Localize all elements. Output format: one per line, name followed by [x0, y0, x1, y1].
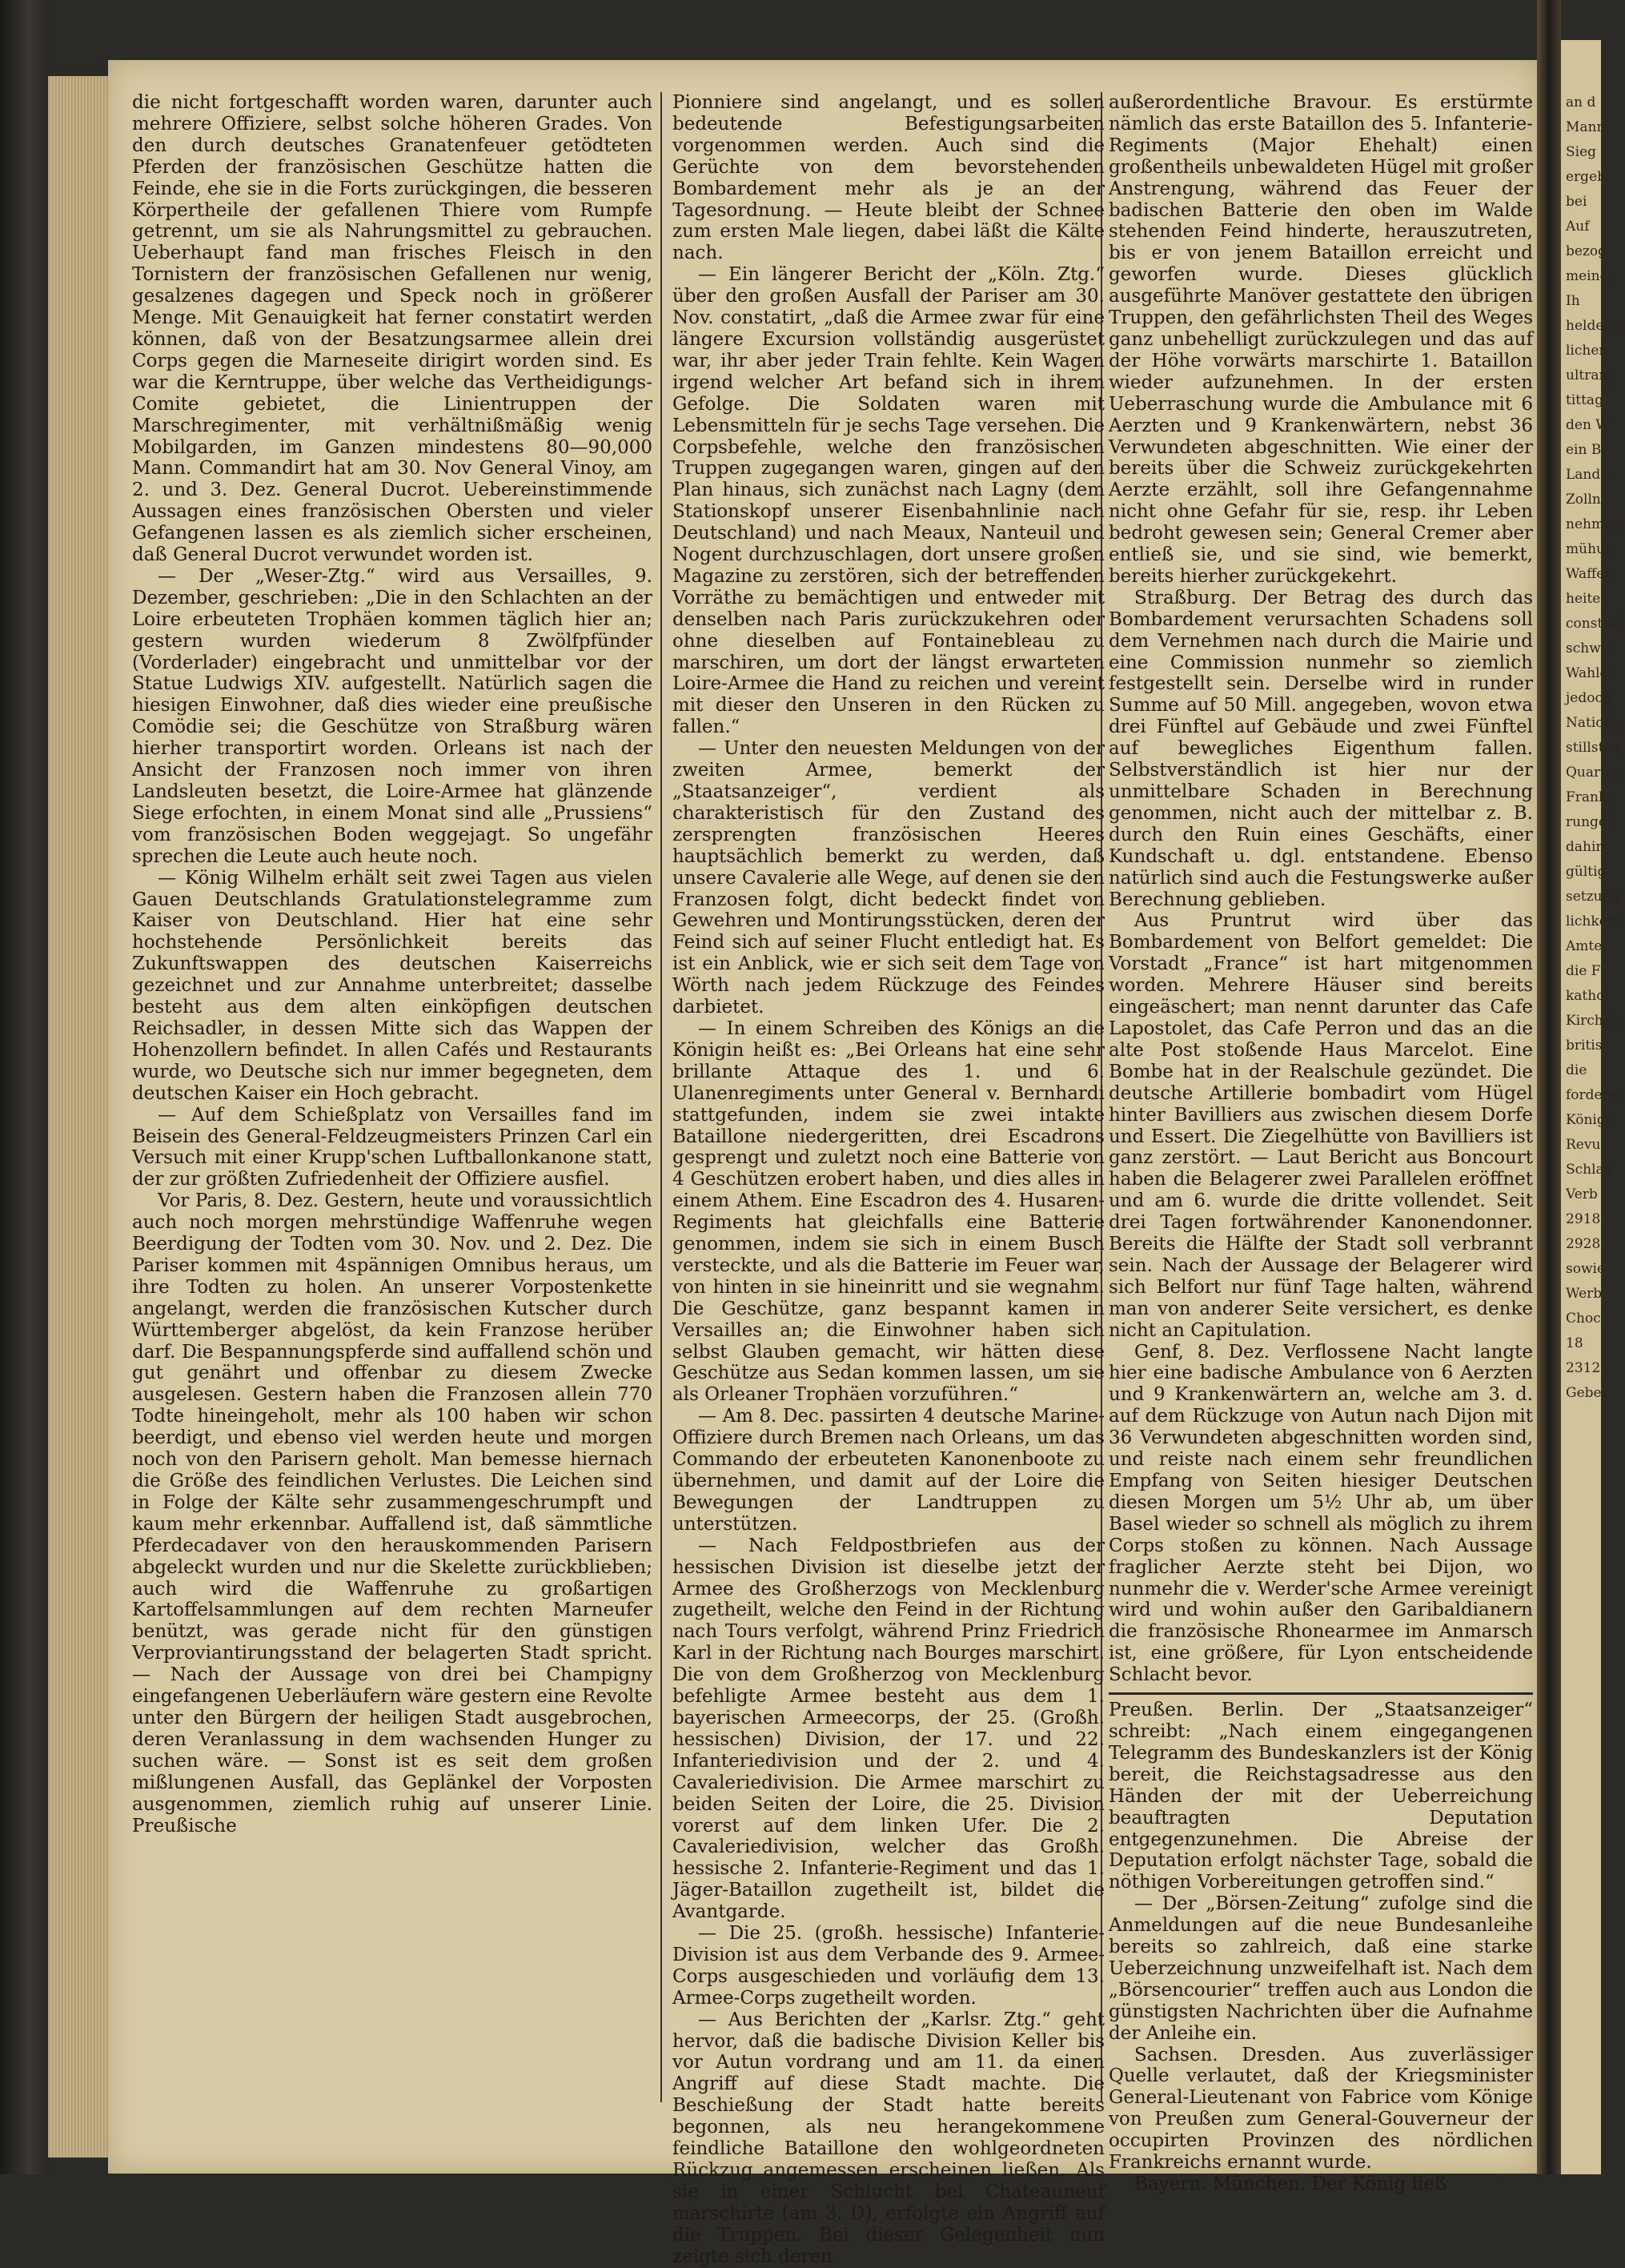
adjacent-page-text: Waffen: [1566, 566, 1614, 582]
adjacent-page-text: die F: [1566, 963, 1601, 979]
article-paragraph: — Ein längerer Bericht der „Köln. Ztg.“ über den großen Ausfall der Pariser am 30. Nov. constatirt, „daß die Armee zwar für eine längere Excursion vollständig ausgerüstet war, ihr aber jeder Train fehlte. Kein Wagen irgend welcher Art befand sich in ihrem Gefolge. Die Soldaten waren mit Lebensmitteln für je sechs Tage versehen. Die Corpsbefehle, welche den französischen Truppen zugegangen waren, gingen auf den Plan hinaus, sich zunächst nach Lagny (dem Stationskopf unserer Eisenbahnlinie nach Deutschland) und nach Meaux, Nanteuil und Nogent durchzuschlagen, dort unsere großen Magazine zu zerstören, sich der betreffenden Vorräthe zu bemächtigen und entweder mit denselben nach Paris zurückzukehren oder ohne dieselben auf Fontainebleau zu marschiren, um dort der längst erwarteten Loire-Armee die Hand zu reichen und vereint mit dieser den Unseren in den Rücken zu fallen.“: [672, 264, 1105, 738]
adjacent-page-fragment: [1561, 40, 1625, 2174]
adjacent-page-text: fordere: [1566, 1087, 1617, 1103]
adjacent-page-text: mühun: [1566, 541, 1614, 557]
article-paragraph: Vor Paris, 8. Dez. Gestern, heute und voraussichtlich auch noch morgen mehrstündige Waffenruhe wegen Beerdigung der Todten vom 30. Nov. und 2. Dez. Die Pariser kommen mit 4spännigen Omnibus heraus, um ihre Todten zu holen. An unserer Vorpostenkette angelangt, werden die französischen Kutscher durch Württemberger abgelöst, da kein Franzose herüber darf. Die Bespannungspferde sind auffallend schön und gut genährt und offenbar zu diesem Zwecke ausgelesen. Gestern haben die Franzosen allein 770 Todte hineingeholt, mehr als 100 haben wir schon beerdigt, und ebenso viel werden heute und morgen noch von den Parisern geholt. Man bemesse hiernach die Größe des feindlichen Verlustes. Die Leichen sind in Folge der Kälte sehr zusammengeschrumpft und kaum mehr erkennbar. Auffallend ist, daß sämmtliche Pferdecadaver von den herauskommenden Parisern abgeleckt wurden und nur die Skelette zurückblieben; auch wird die Waffenruhe zu großartigen Kartoffelsammlungen auf dem rechten Marneufer benützt, was gerade nicht für den günstigen Verproviantirungsstand der belagerten Stadt spricht. — Nach der Aussage von drei bei Champigny eingefangenen Ueberläufern wäre gestern eine Revolte unter den Bürgern der heiligen Stadt ausgebrochen, deren Veranlassung in dem wachsenden Hunger zu suchen wäre. — Sonst ist es seit dem großen mißlungenen Ausfall, das Geplänkel der Vorposten ausgenommen, ziemlich ruhig auf unserer Linie. Preußische: [132, 1190, 652, 1836]
adjacent-page-text: Ih: [1566, 293, 1580, 309]
adjacent-page-text: sowie: [1566, 1261, 1606, 1277]
section-rule: [1109, 1692, 1533, 1695]
article-paragraph: außerordentliche Bravour. Es erstürmte nämlich das erste Bataillon des 5. Infanterie-Regiments (Major Ehehalt) einen großentheils unbewaldeten Hügel mit großer Anstrengung, während das Feuer der badischen Batterie den oben im Walde stehenden Feind hinderte, herauszutreten, bis er von jenem Bataillon erreicht und geworfen wurde. Dieses glücklich ausgeführte Manöver gestattete den übrigen Truppen, den gefährlichsten Theil des Weges ganz unbehelligt zurückzulegen und das auf der Höhe vorwärts marschirte 1. Bataillon wieder aufzunehmen. In der ersten Ueberraschung wurde die Ambulance mit 6 Aerzten und 9 Krankenwärtern, nebst 36 Verwundeten abgeschnitten. Wie einer der bereits über die Schweiz zurückgekehrten Aerzte erzählt, soll ihre Gefangennahme nicht ohne Gefahr für sie, resp. ihr Leben bedroht gewesen sein; General Cremer aber entließ sie, und sie sind, wie bemerkt, bereits hierher zurückgekehrt.: [1109, 92, 1533, 587]
article-paragraph: Sachsen. Dresden. Aus zuverlässiger Quelle verlautet, daß der Kriegsminister General-Lieutenant von Fabrice vom Könige von Preußen zum General-Gouverneur der occupirten Provinzen des nördlichen Frankreichs ernannt wurde.: [1109, 2044, 1533, 2174]
adjacent-page-text: an d: [1566, 94, 1596, 110]
adjacent-page-text: schwer: [1566, 640, 1615, 656]
adjacent-page-text: Revu: [1566, 1137, 1601, 1153]
article-paragraph: Pionniere sind angelangt, und es sollen bedeutende Befestigungsarbeiten vorgenommen werden. Auch sind die Gerüchte von dem bevorstehenden Bombardement mehr als je an der Tagesordnung. — Heute bleibt der Schnee zum ersten Male liegen, dabei läßt die Kälte nach.: [672, 92, 1105, 264]
adjacent-page-text: meines: [1566, 268, 1615, 284]
adjacent-page-text: die: [1566, 1062, 1587, 1078]
article-paragraph: Genf, 8. Dez. Verflossene Nacht langte hier eine badische Ambulance von 6 Aerzten und 9 Krankenwärtern an, welche am 3. d. auf dem Rückzuge von Autun nach Dijon mit 36 Verwundeten abgeschnitten worden sind, und reiste nach einem sehr freundlichen Empfang von Seiten hiesiger Deutschen diesen Morgen um 5½ Uhr ab, um über Basel wieder so schnell als möglich zu ihrem Corps stoßen zu können. Nach Aussage fraglicher Aerzte steht bei Dijon, wo nunmehr die v. Werder'sche Armee vereinigt wird und wohin außer den Garibaldianern die französische Rhonearmee im Anmarsch ist, eine größere, für Lyon entscheidende Schlacht bevor.: [1109, 1341, 1533, 1686]
article-paragraph: — König Wilhelm erhält seit zwei Tagen aus vielen Gauen Deutschlands Gratulationstelegramme zum Kaiser von Deutschland. Hier hat eine sehr hochstehende Persönlichkeit bereits das Zukunftswappen des deutschen Kaiserreichs gezeichnet und zur Annahme unterbreitet; dasselbe besteht aus dem alten einköpfigen deutschen Reichsadler, in dessen Mitte sich das Wappen der Hohenzollern befindet. In allen Cafés und Restaurants wurde, wo Deutsche sich nur immer begegneten, dem deutschen Kaiser ein Hoch gebracht.: [132, 867, 652, 1104]
adjacent-page-text: ein B: [1566, 442, 1602, 458]
adjacent-page-text: nehmen: [1566, 516, 1622, 532]
adjacent-page-text: britis: [1566, 1038, 1603, 1054]
adjacent-page-text: lichkeit: [1566, 913, 1617, 929]
adjacent-page-text: constitu: [1566, 616, 1622, 632]
article-paragraph: Preußen. Berlin. Der „Staatsanzeiger“ schreibt: „Nach einem eingegangenen Telegramm des Bundeskanzlers ist der König bereit, die Reichstagsadresse aus den Händen der mit der Ueberreichung beauftragten Deputation entgegenzunehmen. Die Abreise der Deputation erfolgt nächster Tage, sobald die nöthigen Vorbereitungen getroffen sind.“: [1109, 1700, 1533, 1893]
adjacent-page-text: Wahler: [1566, 665, 1615, 681]
adjacent-page-text: gültig: [1566, 864, 1607, 880]
article-paragraph: Aus Pruntrut wird über das Bombardement von Belfort gemeldet: Die Vorstadt „France“ ist hart mitgenommen worden. Mehrere Häuser sind bereits eingeäschert; man nennt darunter das Cafe Lapostolet, das Cafe Perron und das an die alte Post stoßende Haus Marcelot. Eine Bombe hat in der Realschule gezündet. Die deutsche Artillerie bombadirt vom Hügel hinter Bavilliers aus zwischen diesem Dorfe und Essert. Die Ziegelhütte von Bavilliers ist ganz zerstört. — Laut Bericht aus Boncourt haben die Belagerer zwei Parallelen eröffnet und am 6. wurde die dritte vollendet. Seit drei Tagen fortwährender Kanonendonner. Bereits die Hälfte der Stadt soll verbrannt sein. Nach der Aussage der Belagerer wird sich Belfort nur fünf Tage halten, während man von anderer Seite versichert, es denke nicht an Capitulation.: [1109, 910, 1533, 1341]
adjacent-page-text: setzung: [1566, 889, 1620, 905]
adjacent-page-text: Kirchen: [1566, 1013, 1620, 1029]
adjacent-page-text: 2928: [1566, 1236, 1601, 1252]
adjacent-page-text: kathol: [1566, 988, 1609, 1004]
article-paragraph: — Am 8. Dec. passirten 4 deutsche Marine-Offiziere durch Bremen nach Orleans, um das Commando der erbeuteten Kanonenboote zu übernehmen, und damit auf der Loire die Bewegungen der Landtruppen zu unterstützen.: [672, 1406, 1105, 1535]
adjacent-page-text: ultram: [1566, 367, 1612, 383]
article-paragraph: — Aus Berichten der „Karlsr. Ztg.“ geht hervor, daß die badische Division Keller bis vor Autun vordrang und am 11. da einen Angriff auf diese Stadt machte. Die Beschießung der Stadt hatte bereits begonnen, als neu herangekommene feindliche Bataillone den wohlgeordneten Rückzug angemessen erscheinen ließen. Als sie in einer Schlucht bei Chateauneuf marschirte (am 3. D), erfolgte ein Angriff auf die Truppen. Bei dieser Gelegenheit nun zeigte sich deren: [672, 2009, 1105, 2267]
adjacent-page-text: Landta: [1566, 467, 1615, 483]
article-paragraph: — Der „Weser-Ztg.“ wird aus Versailles, 9. Dezember, geschrieben: „Die in den Schlachten an der Loire erbeuteten Trophäen kommen täglich hier an; gestern wurden wiederum 8 Zwölfpfünder (Vorderlader) eingebracht und unmittelbar vor der Statue Ludwigs XIV. aufgestellt. Natürlich sagen die hiesigen Einwohner, daß dies wieder eine preußische Comödie sei; die Geschütze von Straßburg wären hierher transportirt worden. Orleans ist nach der Ansicht der Franzosen noch immer von ihren Landsleuten besetzt, die Loire-Armee hat glänzende Siege erfochten, in einem Monat sind alle „Prussiens“ vom französischen Boden weggejagt. So ungefähr sprechen die Leute auch heute noch.: [132, 565, 652, 867]
adjacent-page-text: stillstan: [1566, 740, 1621, 756]
article-column-3: [1109, 92, 1533, 2194]
article-paragraph: die nicht fortgeschafft worden waren, darunter auch mehrere Offiziere, selbst solche höheren Grades. Von den durch deutsches Granatenfeuer getödteten Pferden der französischen Geschütze hatten die Feinde, ehe sie in die Forts zurückgingen, die besseren Körpertheile der gefallenen Thiere vom Rumpfe getrennt, um sie als Nahrungsmittel zu gebrauchen. Ueberhaupt fand man frisches Fleisch in den Tornistern der französischen Gefallenen nur wenig, gesalzenes dagegen und Speck noch in größerer Menge. Mit Genauigkeit hat ferner constatirt werden können, daß von der Besatzungsarmee allein drei Corps gegen die Marneseite dirigirt worden sind. Es war die Kerntruppe, über welche das Vertheidigungs-Comite gebietet, die Linientruppen der Marschregimenter, mit verhältnißmäßig wenig Mobilgarden, im Ganzen mindestens 80—90,000 Mann. Commandirt hat am 30. Nov General Vinoy, am 2. und 3. Dez. General Ducrot. Uebereinstimmende Aussagen eines französischen Obersten und vieler Gefangenen lassen es als ziemlich sicher erscheinen, daß General Ducrot verwundet worden ist.: [132, 92, 652, 566]
article-column-1: [132, 92, 652, 2110]
page-stack: [48, 76, 108, 2158]
article-paragraph: — In einem Schreiben des Königs an die Königin heißt es: „Bei Orleans hat eine sehr brillante Attaque des 1. und 6. Ulanenregiments unter General v. Bernhardi stattgefunden, indem sie zwei intakte Bataillone niedergeritten, drei Escadrons gesprengt und zuletzt noch eine Batterie von 4 Geschützen erobert haben, und dies alles in einem Athem. Eine Escadron des 4. Husaren-Regiments hat gleichfalls eine Batterie genommen, indem sie sich in einem Busch versteckte, und als die Batterie im Feuer war, von hinten in sie hineinritt und sie wegnahm. Die Geschütze, ganz bespannt kamen in Versailles an; die Einwohner haben sich selbst Glauben gemacht, wir hätten diese Geschütze aus Sedan kommen lassen, um sie als Orleaner Trophäen vorzuführen.“: [672, 1018, 1105, 1406]
adjacent-page-text: Zolln: [1566, 492, 1601, 508]
adjacent-page-text: Verb: [1566, 1186, 1598, 1202]
adjacent-page-text: bezog: [1566, 243, 1607, 259]
adjacent-page-text: Quartie: [1566, 765, 1619, 781]
article-paragraph: — Unter den neuesten Meldungen von der zweiten Armee, bemerkt der „Staatsanzeiger“, verdient als charakteristisch für den Zustand des zersprengten französischen Heeres hauptsächlich bemerkt zu werden, daß unsere Cavalerie alle Wege, auf denen sie den Franzosen folgt, dicht bedeckt findet von Gewehren und Montirungsstücken, deren der Feind sich auf seiner Flucht entledigt hat. Es ist ein Anblick, wie er sich seit dem Tage von Wörth nach jedem Rückzuge des Feindes darbietet.: [672, 738, 1105, 1018]
adjacent-page-text: bei: [1566, 194, 1587, 210]
adjacent-page-text: 2312: [1566, 1360, 1601, 1376]
adjacent-page-text: Auf: [1566, 219, 1590, 235]
adjacent-page-text: Franks: [1566, 789, 1615, 805]
adjacent-page-text: lichen: [1566, 343, 1608, 359]
book-edge: [0, 0, 48, 2174]
adjacent-page-text: heiten: [1566, 591, 1610, 607]
article-paragraph: — Nach Feldpostbriefen aus der hessischen Division ist dieselbe jetzt der Armee des Großherzogs von Mecklenburg zugetheilt, welche den Feind in der Richtung nach Tours verfolgt, während Prinz Friedrich Karl in der Richtung nach Bourges marschirt. Die von dem Großherzog von Mecklenburg befehligte Armee besteht aus dem 1. bayerischen Armeecorps, der 25. (Großh. hessischen) Division, der 17. und 22. Infanteriedivision und der 2. und 4. Cavaleriedivision. Die Armee marschirt zu beiden Seiten der Loire, die 25. Division vorerst auf dem linken Ufer. Die 2. Cavaleriedivision, welcher das Großh. hessische 2. Infanterie-Regiment und das 1. Jäger-Bataillon zugetheilt ist, bildet die Avantgarde.: [672, 1535, 1105, 1923]
adjacent-page-text: 18: [1566, 1335, 1583, 1351]
article-paragraph: — Die 25. (großh. hessische) Infanterie-Division ist aus dem Verbande des 9. Armee-Corps ausgeschieden und vorläufig dem 13. Armee-Corps zugetheilt worden.: [672, 1923, 1105, 2009]
adjacent-page-text: Schlag: [1566, 1162, 1613, 1178]
adjacent-page-text: jedoch: [1566, 690, 1611, 706]
adjacent-page-text: tittag: [1566, 392, 1603, 408]
column-divider: [660, 92, 662, 2102]
article-paragraph: — Der „Börsen-Zeitung“ zufolge sind die Anmeldungen auf die neue Bundesanleihe bereits so zahlreich, daß eine starke Ueberzeichnung unzweifelhaft ist. Nach dem „Börsencourier“ treffen auch aus London die günstigsten Nachrichten über die Aufnahme der Anleihe ein.: [1109, 1893, 1533, 2044]
article-paragraph: Bayern. München. Der König ließ: [1134, 2174, 1447, 2194]
adjacent-page-text: Sieg: [1566, 144, 1597, 160]
adjacent-page-text: Werb: [1566, 1286, 1603, 1302]
adjacent-page-text: Mann: [1566, 119, 1606, 135]
adjacent-page-text: dahin: [1566, 839, 1605, 855]
adjacent-page-text: heldenm: [1566, 318, 1625, 334]
adjacent-page-text: Choc: [1566, 1311, 1601, 1327]
adjacent-page-text: Geber: [1566, 1385, 1608, 1401]
book-spine: [1537, 0, 1561, 2174]
adjacent-page-text: den W: [1566, 417, 1610, 433]
adjacent-page-text: Nationa: [1566, 715, 1621, 731]
adjacent-page-text: Königli: [1566, 1112, 1615, 1128]
adjacent-page-text: 2918: [1566, 1211, 1601, 1227]
adjacent-page-text: rungen: [1566, 814, 1615, 830]
adjacent-page-text: Amte: [1566, 938, 1603, 954]
article-paragraph: — Auf dem Schießplatz von Versailles fand im Beisein des General-Feldzeugmeisters Prinzen Carl ein Versuch mit einer Krupp'schen Luftballonkanone statt, der zur größten Zufriedenheit der Offiziere ausfiel.: [132, 1104, 652, 1190]
article-paragraph: Straßburg. Der Betrag des durch das Bombardement verursachten Schadens soll dem Vernehmen nach durch die Mairie und eine Commission nunmehr so ziemlich festgestellt sein. Derselbe wird in runder Summe auf 50 Mill. angegeben, wovon etwa drei Fünftel auf Gebäude und zwei Fünftel auf bewegliches Eigenthum fallen. Selbstverständlich ist hier nur der unmittelbare Schaden in Berechnung genommen, nicht auch der mittelbar z. B. durch den Ruin eines Geschäfts, einer Kundschaft u. dgl. entstandene. Ebenso natürlich sind auch die Festungswerke außer Berechnung geblieben.: [1109, 587, 1533, 910]
article-column-2: [672, 92, 1105, 2267]
adjacent-page-text: ergeb: [1566, 169, 1607, 185]
